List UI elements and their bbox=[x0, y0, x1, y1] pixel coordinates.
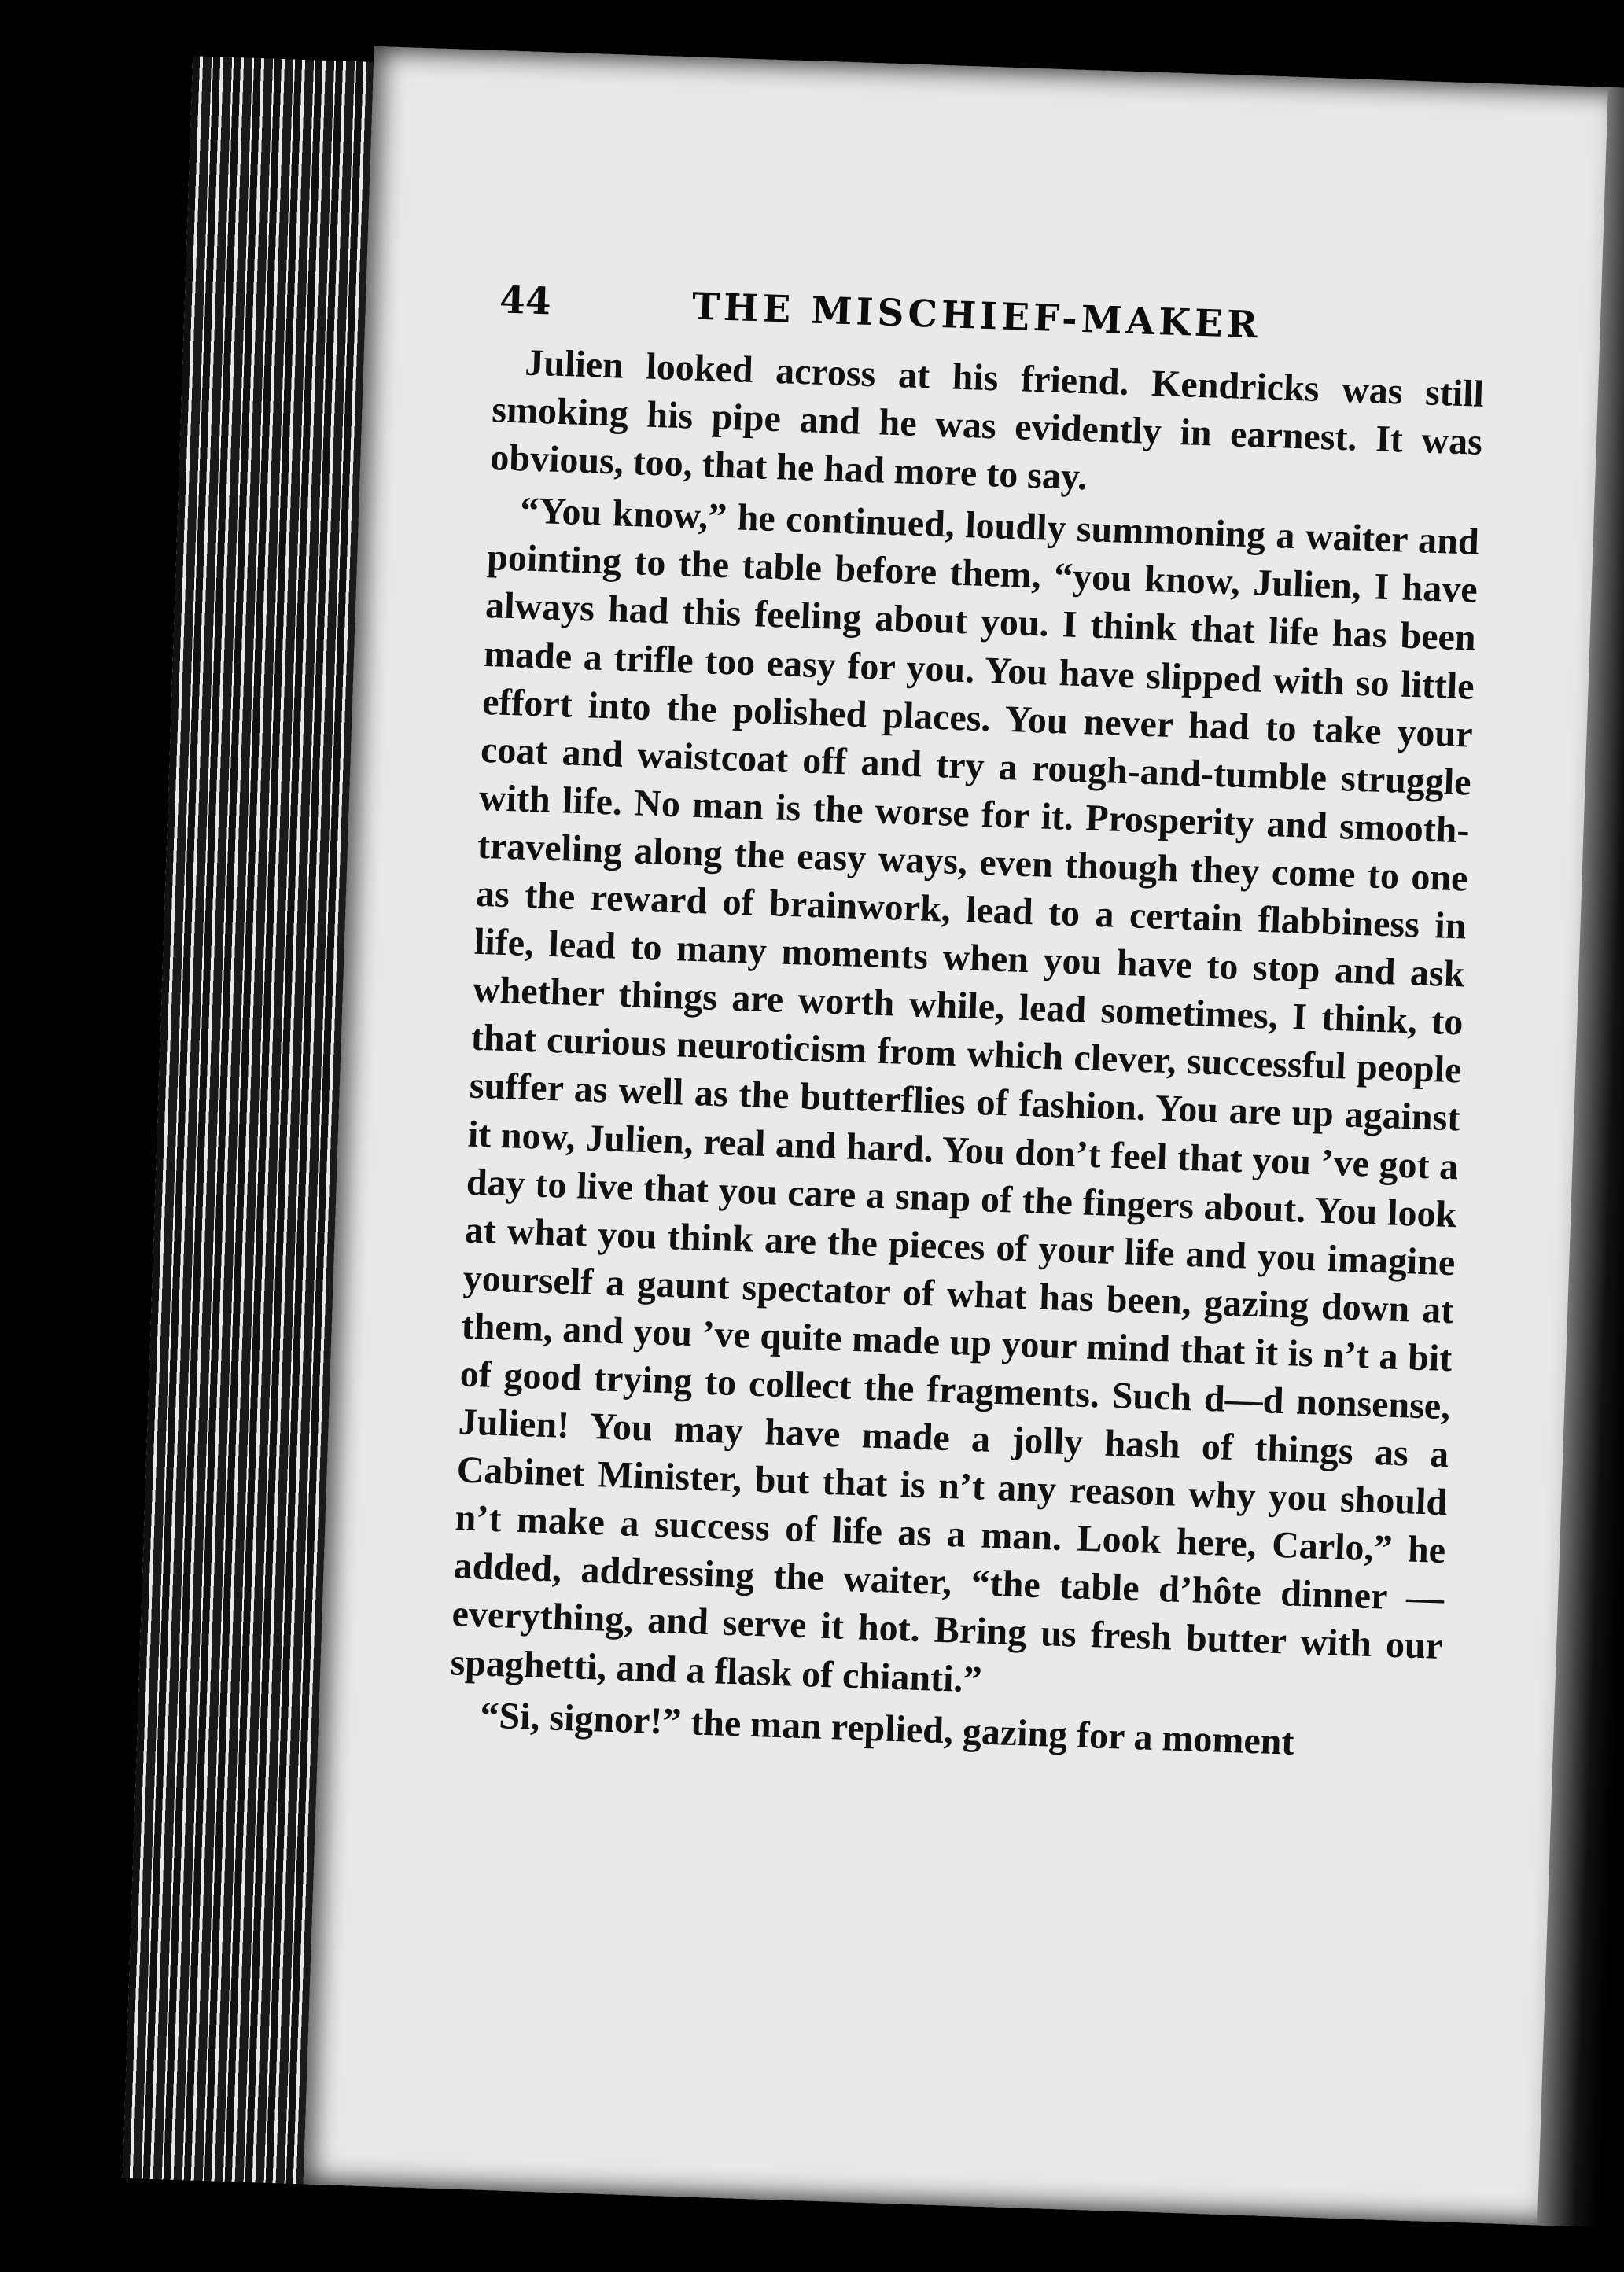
book-title: THE MISCHIEF-MAKER bbox=[691, 285, 1262, 348]
gutter-shadow bbox=[1537, 87, 1624, 2227]
paragraph: Julien looked across at his friend. Kendricks was still smoking his pipe and he was evidently in earnest. It was obvious, too, that he had more to say. bbox=[489, 341, 1485, 499]
book-page bbox=[304, 46, 1624, 2226]
paragraph: “Si, signor!” the man replied, gazing for a moment bbox=[479, 1694, 1295, 1763]
page-number: 44 bbox=[499, 278, 552, 324]
book bbox=[98, 39, 1616, 2241]
body-text bbox=[448, 337, 1485, 1771]
paragraph: “You know,” he continued, loudly summoning a waiter and pointing to the table before them, “you know, Julien, I have always had this feeling about you. I think that life has been made a trifle too easy for you. You have slipped with so little effort into the polished places. You never had to take your coat and waistcoat off and try a rough-and-tumble struggle with life. No man is the worse for it. Prosperity and smooth-traveling along the easy ways, even though they come to one as the reward of brainwork, lead to a certain flabbiness in life, lead to many moments when you have to stop and ask whether things are worth while, lead sometimes, I think, to that curious neuroticism from which clever, successful people suffer as well as the butterflies of fashion. You are up against it now, Julien, real and hard. You don’t feel that you ’ve got a day to live that you care a snap of the fingers about. You look at what you think are the pieces of your life and you imagine yourself a gaunt spectator of what has been, gazing down at them, and you ’ve quite made up your mind that it is n’t a bit of good trying to collect the fragments. Such d—d nonsense, Julien! You may have made a jolly hash of things as a Cabinet Minister, but that is n’t any reason why you should n’t make a success of life as a man. Look here, Carlo,” he added, addressing the waiter, “the table d’hôte dinner — everything, and serve it hot. Bring us fresh butter with our spaghetti, and a flask of chianti.” bbox=[449, 489, 1480, 1701]
